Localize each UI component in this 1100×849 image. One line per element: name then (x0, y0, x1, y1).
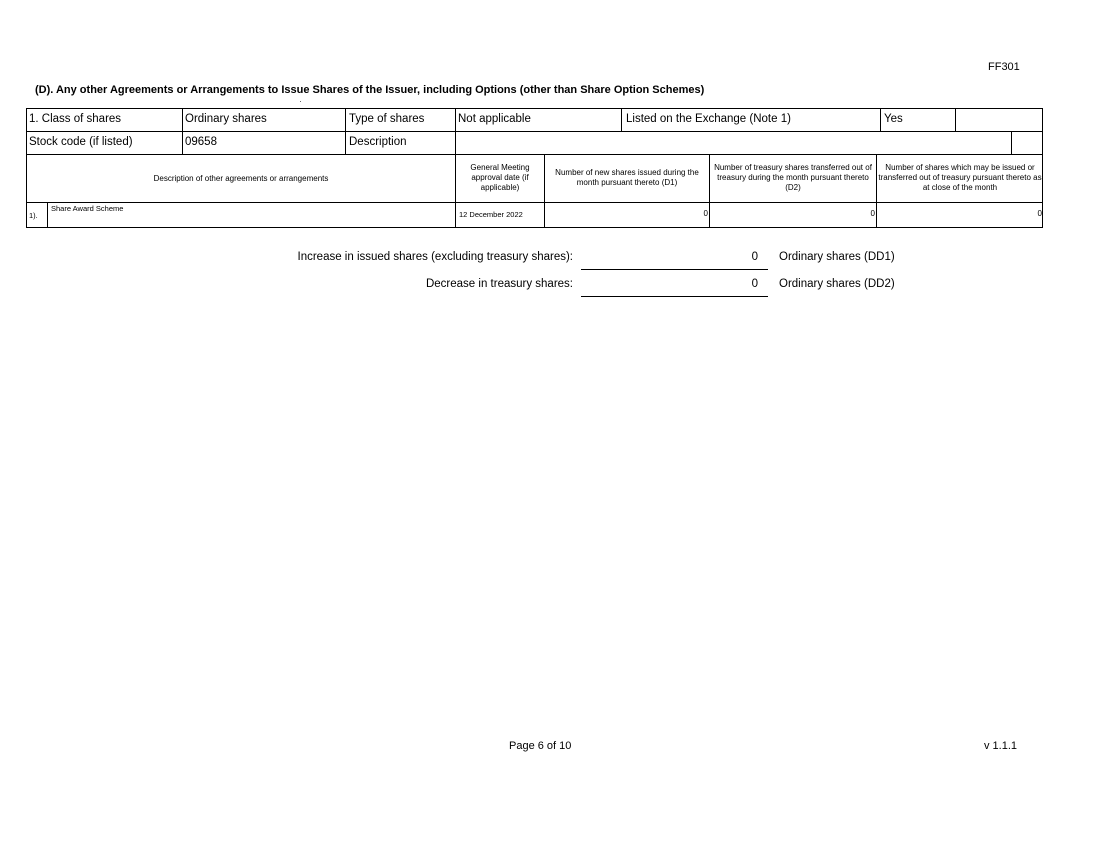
column-header-remaining: Number of shares which may be issued or transferred out of treasury pursuant thereto as at close of the month (878, 163, 1042, 192)
type-of-shares-label: Type of shares (349, 113, 425, 125)
stock-code-value: 09658 (185, 136, 217, 148)
grid-line (455, 108, 456, 228)
grid-line (544, 154, 545, 228)
row-remaining-value: 0 (1037, 209, 1042, 218)
grid-line (1011, 131, 1012, 154)
grid-line (26, 131, 1043, 132)
page-number: Page 6 of 10 (509, 740, 572, 752)
form-version: v 1.1.1 (984, 740, 1018, 752)
column-header-d2: Number of treasury shares transferred out of treasury during the month pursuant thereto (D2) (714, 163, 872, 192)
grid-line (182, 108, 183, 154)
listed-on-exchange-value: Yes (884, 113, 903, 125)
grid-line (955, 108, 956, 131)
section-title: (D). Any other Agreements or Arrangements to Issue Shares of the Issuer, including Options (other than Share Option Schemes) (35, 84, 705, 96)
class-of-shares-value: Ordinary shares (185, 113, 267, 125)
grid-line (26, 108, 27, 228)
increase-issued-shares-value: 0 (751, 251, 758, 263)
increase-issued-shares-label: Increase in issued shares (excluding treasury shares): (297, 251, 573, 263)
decrease-treasury-shares-value: 0 (751, 278, 758, 290)
description-label: Description (349, 136, 407, 148)
decrease-treasury-shares-unit: Ordinary shares (DD2) (779, 278, 895, 290)
decrease-underline (581, 296, 768, 297)
grid-line (709, 154, 710, 228)
increase-issued-shares-unit: Ordinary shares (DD1) (779, 251, 895, 263)
column-header-approval-date: General Meeting approval date (if applicable) (470, 163, 530, 192)
grid-line (621, 108, 622, 131)
listed-on-exchange-label: Listed on the Exchange (Note 1) (626, 113, 791, 125)
row-d2-value: 0 (870, 209, 875, 218)
stock-code-label: Stock code (if listed) (29, 136, 133, 148)
grid-line (47, 202, 48, 228)
grid-line (26, 202, 1043, 203)
grid-line (345, 108, 346, 154)
decrease-treasury-shares-label: Decrease in treasury shares: (425, 278, 573, 290)
row-d1-value: 0 (703, 209, 708, 218)
grid-line (876, 154, 877, 228)
row-approval-date: 12 December 2022 (459, 210, 523, 219)
row-index: 1). (29, 211, 38, 220)
row-description: Share Award Scheme (51, 204, 124, 213)
grid-line (26, 154, 1043, 155)
grid-line (26, 227, 1043, 228)
grid-line (1042, 108, 1043, 228)
grid-line (26, 108, 1043, 109)
column-header-description: Description of other agreements or arrangements (153, 174, 329, 183)
column-header-d1: Number of new shares issued during the month pursuant thereto (D1) (555, 168, 699, 187)
form-code: FF301 (988, 61, 1020, 73)
type-of-shares-value: Not applicable (458, 113, 531, 125)
increase-underline (581, 269, 768, 270)
stray-mark (300, 101, 301, 102)
grid-line (880, 108, 881, 131)
class-of-shares-label: 1. Class of shares (29, 113, 122, 125)
